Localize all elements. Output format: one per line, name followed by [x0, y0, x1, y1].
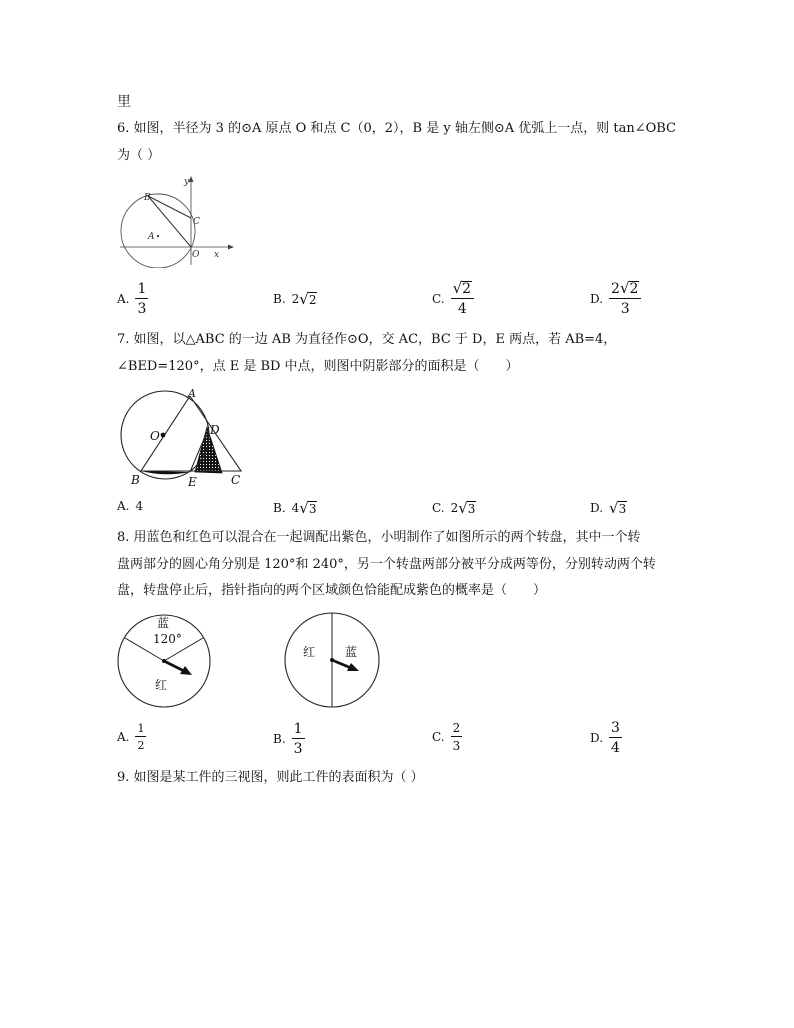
spinner-one-hub — [162, 659, 166, 663]
spinner-one-red-label: 红 — [155, 678, 168, 692]
question-7-option-d[interactable]: D. √ 3 — [590, 499, 627, 517]
spinner-two-red-label: 红 — [303, 645, 316, 659]
question-6-option-a[interactable]: A. $\frac{1}{3}$ — [117, 281, 147, 317]
question-6-text-line1: 6. 如图，半径为 3 的⊙A 原点 O 和点 C（0，2），B 是 y 轴左侧⊙A 优弧上一点，则 tan∠OBC — [117, 121, 677, 136]
question-7-text-line2: ∠BED=120°，点 E 是 BD 中点，则图中阴影部分的面积是（ ） — [117, 359, 519, 374]
label-y: y — [184, 177, 190, 187]
label-d: D — [210, 423, 220, 437]
question-9-text-line1: 9. 如图是某工件的三视图，则此工件的表面积为（ ） — [117, 770, 424, 785]
question-7-text-line1: 7. 如图，以△ABC 的一边 AB 为直径作⊙O，交 AC，BC 于 D，E 两点，若 AB=4， — [117, 332, 617, 347]
question-8-option-b[interactable]: B. $\frac{1}{3}$ — [273, 721, 303, 757]
spinner-one-angle-label: 120° — [153, 632, 182, 646]
label-c: C — [231, 473, 241, 487]
question-8-option-d[interactable]: D. $\frac{3}{4}$ — [590, 720, 620, 756]
sqrt-icon: √ — [609, 499, 619, 517]
spinner-one — [116, 608, 212, 712]
question-6-option-d[interactable]: D. $\frac{2√2}{3}$ — [590, 281, 641, 316]
sqrt-icon: √ — [619, 279, 630, 297]
fraction: $\frac{1}{3}$ — [293, 721, 303, 757]
label-c: C — [193, 217, 200, 227]
question-7-figure — [115, 385, 245, 489]
spinner-two-hub — [330, 658, 334, 662]
label-b: B — [144, 193, 151, 203]
center-a-dot — [157, 235, 159, 237]
label-a: A — [148, 232, 155, 242]
question-8-text-line2: 盘两部分的圆心角分别是 120°和 240°，另一个转盘两部分被平分成两等份，分别转动两个转 — [117, 557, 656, 572]
fraction: $\frac{3}{4}$ — [611, 720, 620, 756]
spinner-two-pointer — [332, 660, 351, 668]
question-7-option-c[interactable]: C. 2 √ 3 — [432, 499, 476, 517]
fraction: $\frac{1}{3}$ — [137, 281, 147, 317]
segment-bc — [148, 196, 191, 218]
sqrt-icon: √ — [299, 499, 309, 517]
label-a: A — [188, 387, 196, 400]
fraction: $\frac{√2}{4}$ — [451, 281, 474, 316]
question-8-text-line1: 8. 用蓝色和红色可以混合在一起调配出紫色，小明制作了如图所示的两个转盘，其中一个转 — [117, 530, 641, 545]
center-o-dot — [161, 433, 166, 438]
spinner-two-blue-label: 蓝 — [345, 645, 358, 659]
fraction: $\frac{2√2}{3}$ — [609, 281, 641, 316]
spinner-two — [283, 608, 383, 712]
label-x: x — [214, 250, 220, 260]
question-8-option-a[interactable]: A. $\frac{1}{2}$ — [117, 722, 145, 752]
carry-over-text: 里 — [117, 94, 131, 110]
question-6-figure — [116, 168, 238, 268]
x-axis-arrow — [228, 245, 234, 250]
question-8-option-c[interactable]: C. $\frac{2}{3}$ — [432, 721, 461, 753]
question-7-option-b[interactable]: B. 4 √ 3 — [273, 499, 317, 517]
sqrt-icon: √ — [452, 279, 463, 297]
question-8-text-line3: 盘，转盘停止后，指针指向的两个区域颜色恰能配成紫色的概率是（ ） — [117, 583, 547, 598]
label-o: O — [150, 429, 160, 443]
label-e: E — [188, 475, 197, 489]
fraction: $\frac{1}{2}$ — [137, 722, 145, 752]
label-o: O — [192, 250, 200, 260]
fraction: $\frac{2}{3}$ — [452, 721, 461, 753]
label-b: B — [131, 473, 140, 487]
spinner-one-blue-label: 蓝 — [157, 616, 170, 630]
sqrt-icon: √ — [458, 499, 468, 517]
y-axis-arrow — [189, 176, 194, 182]
question-6-option-b[interactable]: B. 2 √ 2 — [273, 290, 317, 308]
question-6-text-line2: 为（ ） — [117, 148, 161, 163]
spinner-one-pointer — [164, 661, 184, 671]
circle-a — [121, 194, 195, 268]
question-6-option-c[interactable]: C. $\frac{√2}{4}$ — [432, 281, 474, 316]
question-7-option-a[interactable]: A. 4 — [117, 499, 144, 513]
sqrt-icon: √ — [299, 290, 309, 308]
